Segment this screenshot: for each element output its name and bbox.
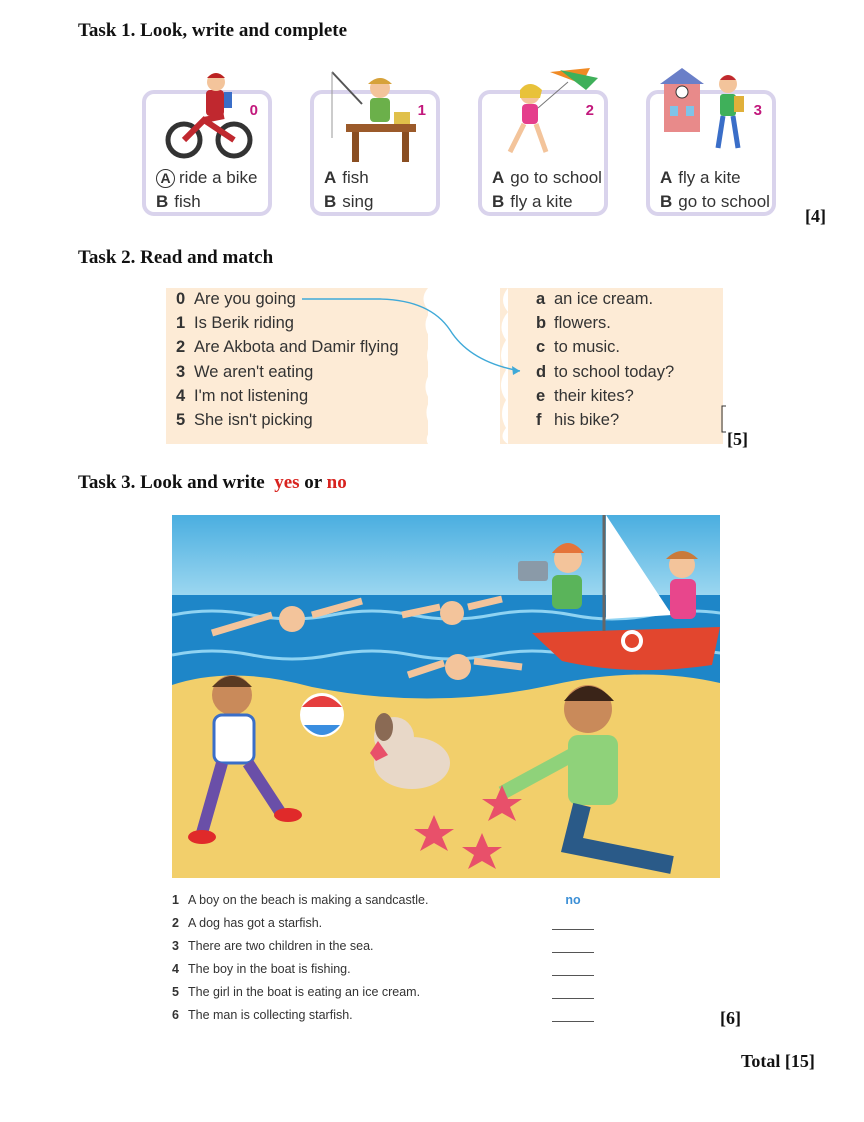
no-word: no — [326, 472, 347, 493]
statement-item: 6 The man is collecting starfish. — [172, 1008, 353, 1022]
option-b-text: fly a kite — [510, 192, 573, 211]
beach-scene-illustration — [172, 515, 720, 878]
card-number: 2 — [585, 102, 594, 119]
match-right-panel — [508, 288, 723, 444]
match-left-item: 4 I'm not listening — [176, 387, 309, 405]
match-left-item: 5 She isn't picking — [176, 411, 313, 429]
boy-riding-bike-illustration — [154, 68, 264, 168]
card-option-b — [156, 192, 201, 212]
match-right-item: e their kites? — [536, 387, 634, 405]
task3-heading — [78, 472, 347, 494]
card-option-b — [660, 192, 770, 212]
card-number: 0 — [249, 102, 258, 119]
task1-card — [142, 90, 272, 216]
option-a-text: ride a bike — [179, 168, 258, 187]
option-a-text: fly a kite — [678, 168, 741, 187]
option-letter: B — [156, 192, 169, 211]
match-left-item: 0 Are you going — [176, 290, 296, 308]
total-score: Total [15] — [741, 1051, 815, 1071]
answer-blank[interactable] — [552, 929, 594, 930]
answer-blank[interactable] — [552, 952, 594, 953]
match-left-item: 2 Are Akbota and Damir flying — [176, 338, 399, 356]
option-b-text: go to school — [678, 192, 770, 211]
answer-example: no — [565, 893, 581, 907]
answer-blank[interactable] — [552, 998, 594, 999]
card-option-a — [660, 168, 741, 188]
match-left-panel — [166, 288, 428, 444]
card-option-b — [492, 192, 573, 212]
match-right-item: f his bike? — [536, 411, 620, 429]
match-left-item: 3 We aren't eating — [176, 363, 314, 381]
beach-scene-drawing — [172, 515, 720, 878]
task1-heading: Task 1. Look, write and complete — [78, 20, 348, 41]
option-a-text: go to school — [510, 168, 602, 187]
task1-card — [310, 90, 440, 216]
torn-edge-right — [500, 288, 508, 444]
card-option-a — [156, 168, 257, 188]
task1-score: [4] — [805, 206, 826, 226]
task2-score: [5] — [727, 429, 748, 449]
option-letter: A — [324, 168, 337, 187]
task1-card — [478, 90, 608, 216]
match-right-item: a an ice cream. — [536, 290, 654, 308]
card-number: 3 — [753, 102, 762, 119]
match-right-item: d to school today? — [536, 363, 675, 381]
option-letter: B — [324, 192, 337, 211]
statement-item: 2 A dog has got a starfish. — [172, 916, 323, 930]
yes-word: yes — [274, 472, 300, 493]
option-letter: B — [660, 192, 673, 211]
task1-cards — [142, 60, 782, 220]
statement-item: 4 The boy in the boat is fishing. — [172, 962, 351, 976]
match-right-item: c to music. — [536, 338, 621, 356]
boy-fishing-illustration — [322, 68, 432, 168]
option-letter: B — [492, 192, 505, 211]
task1-card — [646, 90, 776, 216]
answer-blank[interactable] — [552, 975, 594, 976]
circled-option-letter: A — [156, 169, 175, 188]
statement-item: 3 There are two children in the sea. — [172, 939, 374, 953]
card-option-b — [324, 192, 373, 212]
option-letter: A — [492, 168, 505, 187]
card-option-a — [492, 168, 602, 188]
boy-going-to-school-illustration — [658, 68, 768, 168]
answer-blank[interactable] — [552, 1021, 594, 1022]
task2-heading: Task 2. Read and match — [78, 247, 274, 268]
option-letter: A — [660, 168, 673, 187]
or-word: or — [304, 472, 322, 493]
option-a-text: fish — [342, 168, 369, 187]
card-option-a — [324, 168, 369, 188]
match-left-item: 1 Is Berik riding — [176, 314, 294, 332]
card-number: 1 — [417, 102, 426, 119]
statement-item: 1 A boy on the beach is making a sandcastle. — [172, 893, 429, 907]
task3-heading-prefix: Task 3. Look and write — [78, 472, 265, 493]
task3-score: [6] — [720, 1008, 741, 1028]
option-b-text: sing — [342, 192, 374, 211]
statement-item: 5 The girl in the boat is eating an ice cream. — [172, 985, 421, 999]
girl-flying-kite-illustration — [490, 68, 600, 168]
option-b-text: fish — [174, 192, 201, 211]
match-right-item: b flowers. — [536, 314, 611, 332]
